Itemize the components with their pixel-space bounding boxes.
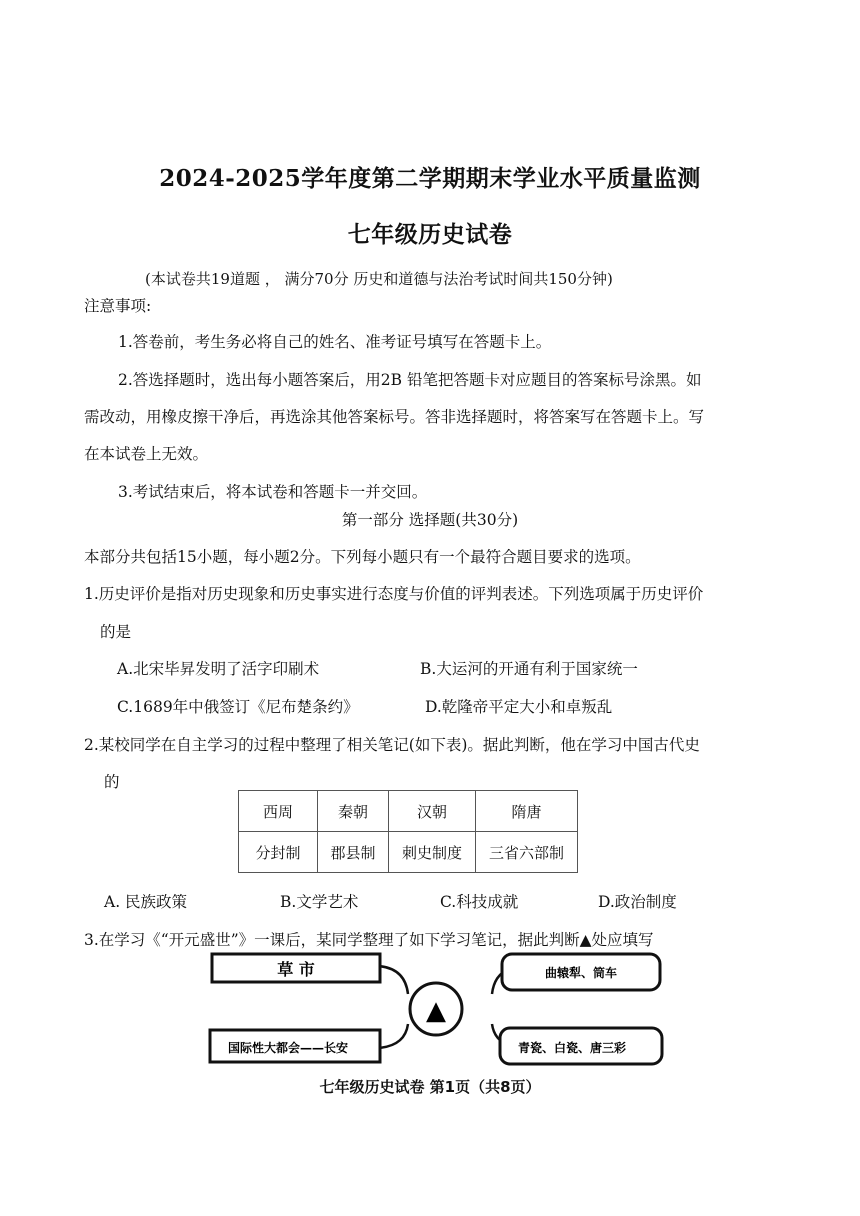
question-2-stem-line-1: 2.某校同学在自主学习的过程中整理了相关笔记(如下表)。据此判断，他在学习中国古代史 bbox=[84, 736, 700, 754]
notice-item-2-line-3: 在本试卷上无效。 bbox=[84, 445, 209, 463]
table-cell: 三省六部制 bbox=[476, 832, 578, 873]
table-cell: 秦朝 bbox=[318, 791, 389, 832]
table-cell: 郡县制 bbox=[318, 832, 389, 873]
notice-item-2-line-1: 2.答选择题时，选出每小题答案后，用2B 铅笔把答题卡对应题目的答案标号涂黑。如 bbox=[118, 371, 702, 389]
question-2-option-a: A. 民族政策 bbox=[104, 893, 188, 911]
question-1-option-c: C.1689年中俄签订《尼布楚条约》 bbox=[117, 698, 359, 716]
study-notes-table bbox=[238, 790, 578, 873]
diagram-text-bottom-left: 国际性大都会——长安 bbox=[228, 1041, 349, 1055]
notice-item-2-line-2: 需改动，用橡皮擦干净后，再选涂其他答案标号。答非选择题时，将答案写在答题卡上。写 bbox=[84, 408, 705, 426]
diagram-text-bottom-right: 青瓷、白瓷、唐三彩 bbox=[518, 1041, 627, 1055]
diagram-text-top-left: 草 市 bbox=[277, 960, 315, 979]
table-cell: 分封制 bbox=[239, 832, 318, 873]
connector-line bbox=[378, 1024, 408, 1048]
connector-line bbox=[378, 966, 408, 994]
diagram-center-triangle-icon: ▲ bbox=[426, 996, 446, 1026]
exam-main-title: 2024-2025学年度第二学期期末学业水平质量监测 bbox=[159, 165, 701, 192]
table-row bbox=[239, 791, 578, 832]
exam-info: (本试卷共19道题 ， 满分70分 历史和道德与法治考试时间共150分钟) bbox=[145, 270, 613, 288]
question-2-option-c: C.科技成就 bbox=[440, 893, 519, 911]
question-1-option-b: B.大运河的开通有利于国家统一 bbox=[420, 660, 638, 678]
question-2-stem-line-2: 的 bbox=[104, 773, 120, 791]
part1-intro: 本部分共包括15小题，每小题2分。下列每小题只有一个最符合题目要求的选项。 bbox=[84, 548, 641, 566]
question-3-stem: 3.在学习《“开元盛世”》一课后，某同学整理了如下学习笔记，据此判断▲处应填写 bbox=[84, 931, 654, 949]
question-1-option-d: D.乾隆帝平定大小和卓叛乱 bbox=[425, 698, 613, 716]
table-cell: 西周 bbox=[239, 791, 318, 832]
table-cell: 刺史制度 bbox=[389, 832, 476, 873]
table-row bbox=[239, 832, 578, 873]
notice-item-3: 3.考试结束后，将本试卷和答题卡一并交回。 bbox=[118, 483, 428, 501]
question-1-stem-line-1: 1.历史评价是指对历史现象和历史事实进行态度与价值的评判表述。下列选项属于历史评价 bbox=[84, 585, 704, 603]
notice-heading: 注意事项: bbox=[84, 297, 152, 315]
part1-heading: 第一部分 选择题(共30分) bbox=[341, 511, 519, 529]
kaiyuan-notes-diagram bbox=[200, 952, 670, 1070]
exam-subtitle: 七年级历史试卷 bbox=[347, 221, 513, 248]
question-2-option-b: B.文学艺术 bbox=[280, 893, 359, 911]
question-1-option-a: A.北宋毕昇发明了活字印刷术 bbox=[117, 660, 320, 678]
page-footer: 七年级历史试卷 第1页（共8页） bbox=[319, 1078, 541, 1096]
table-cell: 隋唐 bbox=[476, 791, 578, 832]
table-cell: 汉朝 bbox=[389, 791, 476, 832]
diagram-text-top-right: 曲辕犁、筒车 bbox=[545, 966, 618, 980]
question-2-option-d: D.政治制度 bbox=[598, 893, 677, 911]
question-1-stem-line-2: 的是 bbox=[100, 623, 132, 641]
notice-item-1: 1.答卷前，考生务必将自己的姓名、准考证号填写在答题卡上。 bbox=[118, 333, 552, 351]
